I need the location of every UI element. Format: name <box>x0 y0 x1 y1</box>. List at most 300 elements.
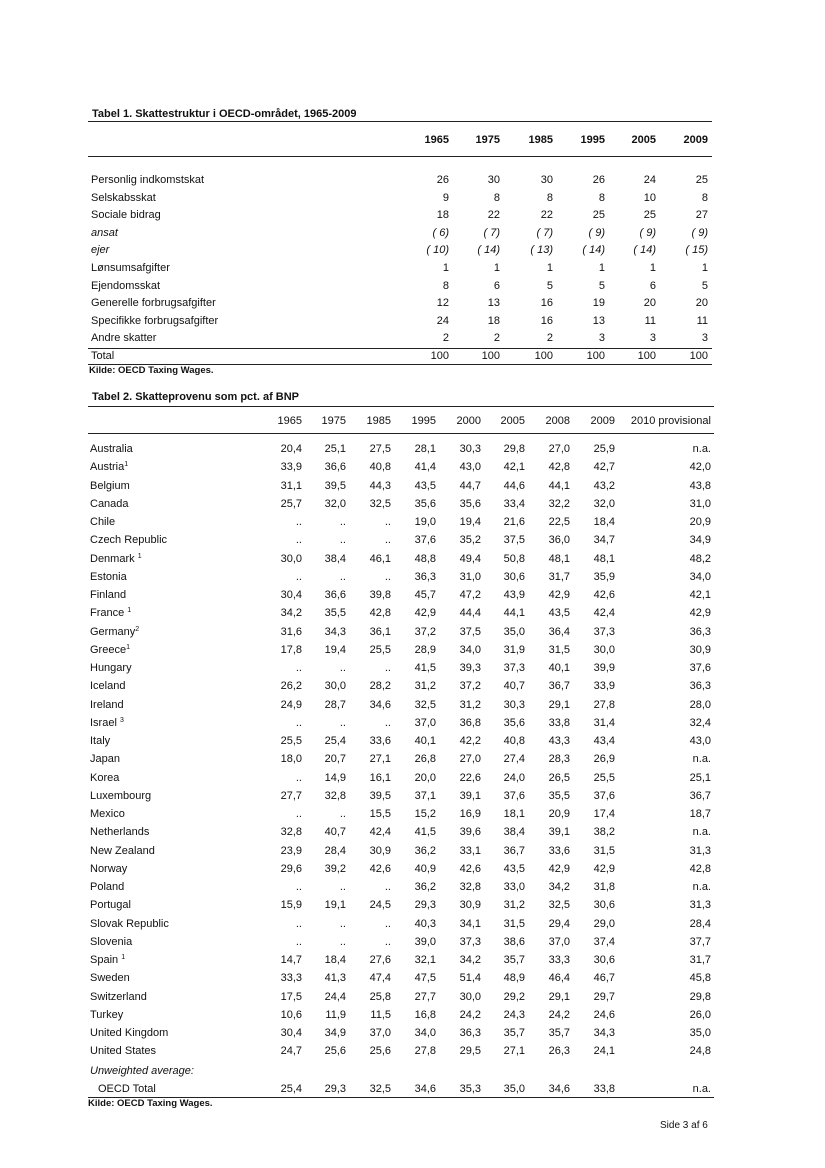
table2-cell: 37,4 <box>593 935 615 948</box>
table2-cell: 29,3 <box>414 899 436 912</box>
table2-cell: 31,4 <box>593 716 615 729</box>
table2-cell: 41,5 <box>414 826 436 839</box>
table2-country-label <box>90 753 120 765</box>
table2-country-label <box>90 680 125 692</box>
country-name: Spain <box>90 954 122 966</box>
table2-cell: 31,5 <box>548 643 570 656</box>
table2-cell: 41,5 <box>414 662 436 674</box>
table2-cell: 25,5 <box>593 771 615 784</box>
table2-cell: .. <box>384 570 391 583</box>
table1-cell: 20 <box>643 297 656 310</box>
table2-cell: 25,8 <box>369 990 391 1003</box>
table2-cell: 18,1 <box>503 808 525 820</box>
table2-cell: 40,8 <box>503 735 525 747</box>
table2-country-label <box>90 534 167 546</box>
table2-cell: 40,1 <box>414 735 436 747</box>
table1-cell: 25 <box>643 209 656 222</box>
table2-title: Tabel 2. Skatteprovenu som pct. af BNP <box>92 391 300 403</box>
table2-cell: 28,0 <box>689 698 711 711</box>
table2-cell: 27,4 <box>503 753 525 766</box>
table1-cell: 8 <box>546 191 553 204</box>
table2-country-label <box>90 498 129 510</box>
table2-year-header: 1995 <box>411 415 436 427</box>
table1-cell: 8 <box>493 191 500 204</box>
table2-country-label <box>90 607 131 619</box>
table2-cell: 39,0 <box>414 935 436 948</box>
table2-cell: 42,0 <box>689 461 711 474</box>
table2-cell: 29,6 <box>280 862 302 875</box>
table2-cell: 43,2 <box>593 479 615 492</box>
table2-cell: 36,0 <box>548 534 570 547</box>
table1-cell: 3 <box>598 332 605 345</box>
table2-cell: 40,8 <box>369 461 391 474</box>
table2-country-label <box>90 954 125 966</box>
table2-cell: 28,7 <box>324 698 346 711</box>
table2-cell: 18,7 <box>689 808 711 820</box>
table2-country-label <box>90 881 124 893</box>
table1-cell: 3 <box>701 332 708 345</box>
table2-country-label <box>90 936 132 948</box>
table2-cell: 27,5 <box>369 443 391 455</box>
table2-cell: 35,5 <box>324 607 346 620</box>
table2-cell: 15,9 <box>280 899 302 912</box>
table2-cell: .. <box>295 935 302 948</box>
table2-cell: .. <box>295 516 302 528</box>
table2-cell: 22,5 <box>548 516 570 528</box>
table2-country-label <box>90 644 130 656</box>
table2-country-label <box>90 699 124 711</box>
table2-cell: .. <box>295 534 302 547</box>
table1-cell: 22 <box>540 209 553 222</box>
table2-cell: 40,9 <box>414 862 436 875</box>
table2-cell: n.a. <box>692 753 711 766</box>
table2-cell: 30,0 <box>593 643 615 656</box>
table2-year-header: 2010 provisional <box>630 415 711 427</box>
table1-year-header: 1975 <box>475 134 500 146</box>
table2-country-label <box>90 991 147 1003</box>
table2-cell: 35,6 <box>414 497 436 510</box>
table2-cell: .. <box>295 881 302 893</box>
table2-cell: 34,2 <box>459 954 481 966</box>
table1-cell: 9 <box>442 191 449 204</box>
table2-cell: 38,6 <box>503 935 525 948</box>
table2-cell: 36,6 <box>324 589 346 601</box>
table2-cell: 33,9 <box>280 461 302 474</box>
table1-cell: 11 <box>644 314 656 327</box>
table2-cell: 31,6 <box>280 625 302 638</box>
table1-year-header: 1965 <box>424 134 449 146</box>
table2-cell: .. <box>339 935 346 948</box>
table2-cell: 42,4 <box>369 826 391 839</box>
table2-cell: 26,3 <box>548 1045 570 1058</box>
table2-cell: 36,7 <box>503 844 525 857</box>
table2-cell: .. <box>339 534 346 547</box>
table2-cell: 37,7 <box>689 935 711 948</box>
table2-cell: 24,3 <box>503 1008 525 1021</box>
table2-cell: 34,0 <box>414 1027 436 1039</box>
table2-cell: .. <box>339 516 346 528</box>
table2-cell: 28,1 <box>414 443 436 455</box>
table2-cell: 37,3 <box>459 935 481 948</box>
table2-cell: 31,5 <box>503 917 525 930</box>
table2-cell: 33,9 <box>593 680 615 693</box>
table1-cell: 19 <box>592 297 605 310</box>
table2-cell: 34,7 <box>593 534 615 547</box>
table2-cell: 32,4 <box>689 716 711 729</box>
table1-cell: 8 <box>701 191 708 204</box>
table2-cell: 39,5 <box>324 479 346 492</box>
table2-header-rule <box>88 433 714 434</box>
country-name: Sweden <box>90 972 130 985</box>
table1-cell: ( 13) <box>530 244 553 257</box>
table2-cell: .. <box>295 771 302 784</box>
country-name: Greece <box>90 643 127 656</box>
table2-cell: 33,6 <box>548 844 570 857</box>
table2-cell: 51,4 <box>459 972 481 985</box>
table2-cell: 31,5 <box>593 844 615 857</box>
table1-cell: 5 <box>701 279 708 292</box>
table1-total-rule <box>88 348 712 349</box>
table2-cell: 32,5 <box>414 698 436 711</box>
table2-country-label <box>90 571 127 583</box>
table1-cell: 8 <box>442 279 449 292</box>
table2-country-label <box>90 972 130 984</box>
table2-cell: 36,8 <box>459 716 481 729</box>
table2-cell: 10,6 <box>280 1008 302 1021</box>
table2-cell: 46,4 <box>548 972 570 985</box>
table2-total-cell: 33,8 <box>593 1083 615 1095</box>
table1-total-cell: 100 <box>637 350 656 362</box>
table2-total-cell: 35,0 <box>503 1083 525 1095</box>
country-name: Korea <box>90 771 120 784</box>
table2-cell: 26,9 <box>593 753 615 766</box>
table2-cell: 39,6 <box>459 826 481 839</box>
table1-total-cell: 100 <box>534 350 553 362</box>
table2-cell: 11,9 <box>325 1008 346 1021</box>
table2-cell: 33,3 <box>548 954 570 966</box>
table2-total-cell: 35,3 <box>459 1083 481 1095</box>
table2-cell: 50,8 <box>503 552 525 565</box>
table1-cell: ( 7) <box>536 226 553 239</box>
table2-cell: 31,0 <box>689 497 711 510</box>
country-name: Turkey <box>90 1008 124 1021</box>
table1-cell: ( 14) <box>477 244 500 257</box>
country-name: United Kingdom <box>90 1027 169 1039</box>
table1-cell: ( 10) <box>426 244 449 257</box>
country-name: Germany <box>90 625 136 638</box>
table2-cell: 25,1 <box>689 771 711 784</box>
table1-cell: 2 <box>442 332 449 345</box>
country-name: Finland <box>90 589 127 601</box>
table2-cell: 36,6 <box>324 461 346 474</box>
table1-year-header: 1995 <box>580 134 605 146</box>
table2-cell: 35,2 <box>459 534 481 547</box>
footnote-marker: 1 <box>126 643 130 651</box>
table2-cell: 42,7 <box>593 461 615 474</box>
table2-cell: 28,2 <box>369 680 391 693</box>
table1-row-label: Generelle forbrugsafgifter <box>91 297 216 310</box>
table2-cell: 42,1 <box>689 589 711 601</box>
table2-cell: .. <box>384 662 391 674</box>
table2-cell: 31,2 <box>414 680 436 693</box>
table2-country-label <box>90 553 142 565</box>
table2-cell: 31,2 <box>503 899 525 912</box>
table2-cell: 36,3 <box>689 625 711 638</box>
table1-cell: 5 <box>546 279 553 292</box>
table2-country-label <box>90 735 110 747</box>
table2-cell: 42,4 <box>593 607 615 620</box>
table2-cell: 44,4 <box>459 607 481 620</box>
table2-cell: 30,9 <box>689 643 711 656</box>
table2-cell: 39,3 <box>459 662 481 674</box>
table2-cell: 20,4 <box>280 443 302 455</box>
country-name: United States <box>90 1045 157 1058</box>
table1-header-rule <box>88 156 712 157</box>
table1-cell: 13 <box>487 297 500 310</box>
table2-cell: 33,1 <box>459 844 481 857</box>
table2-cell: 40,3 <box>414 917 436 930</box>
table2-cell: 34,0 <box>689 570 711 583</box>
table2-cell: 27,7 <box>414 990 436 1003</box>
table2-cell: 37,0 <box>369 1027 391 1039</box>
table2-cell: 27,1 <box>503 1045 525 1058</box>
table2-cell: 35,6 <box>459 497 481 510</box>
table2-cell: 42,1 <box>503 461 525 474</box>
table2-cell: 37,3 <box>593 625 615 638</box>
table2-cell: 20,9 <box>689 516 711 528</box>
table2-source: Kilde: OECD Taxing Wages. <box>88 1098 213 1109</box>
country-name: Switzerland <box>90 990 147 1003</box>
table2-country-label <box>90 480 130 492</box>
table2-total-cell: 34,6 <box>414 1083 436 1095</box>
table2-cell: 29,1 <box>548 990 570 1003</box>
table1-row-label: ansat <box>91 226 118 239</box>
table2-cell: 39,2 <box>324 862 346 875</box>
table2-cell: 44,6 <box>503 479 525 492</box>
country-name: Italy <box>90 735 111 747</box>
table1-total-cell: 100 <box>689 350 708 362</box>
table1-cell: 20 <box>695 297 708 310</box>
table1-cell: 6 <box>493 279 500 292</box>
table2-cell: 33,8 <box>548 716 570 729</box>
table2-cell: 19,0 <box>414 516 436 528</box>
table2-cell: 16,1 <box>369 771 391 784</box>
table2-cell: .. <box>339 716 346 729</box>
table1-cell: ( 9) <box>588 226 605 239</box>
table2-cell: .. <box>384 716 391 729</box>
table2-cell: 48,8 <box>414 552 436 565</box>
country-name: Austria <box>90 461 125 474</box>
table2-cell: 32,8 <box>459 881 481 893</box>
country-name: Slovenia <box>90 935 133 948</box>
table1-cell: 12 <box>436 297 449 310</box>
table1-cell: 1 <box>493 262 500 274</box>
table2-country-label <box>90 790 151 802</box>
table2-cell: 24,5 <box>369 899 391 912</box>
table2-cell: 33,4 <box>503 497 525 510</box>
table1-cell: ( 6) <box>432 226 449 239</box>
table2-country-label <box>90 1045 156 1057</box>
table2-year-header: 2000 <box>456 415 481 427</box>
table2-cell: 15,5 <box>369 808 391 820</box>
table2-cell: 24,1 <box>593 1045 615 1058</box>
table2-cell: 27,6 <box>369 954 391 966</box>
table2-cell: 37,5 <box>459 625 481 638</box>
table2-cell: .. <box>295 917 302 930</box>
table2-cell: 27,8 <box>414 1045 436 1058</box>
table2-cell: 36,2 <box>414 844 436 857</box>
table1-row-label: Personlig indkomstskat <box>91 174 205 186</box>
table1-cell: 24 <box>436 314 449 327</box>
table2-cell: .. <box>384 917 391 930</box>
table2-country-label <box>90 589 126 601</box>
table2-cell: 49,4 <box>459 552 481 565</box>
table2-cell: 25,6 <box>324 1045 346 1058</box>
table2-cell: .. <box>384 881 391 893</box>
table2-cell: 30,3 <box>503 698 525 711</box>
table1-total-cell: 100 <box>481 350 500 362</box>
table1-cell: ( 9) <box>691 226 708 239</box>
table2-cell: 40,1 <box>548 662 570 674</box>
table1-cell: ( 7) <box>483 226 500 239</box>
table2-cell: 29,2 <box>503 990 525 1003</box>
table2-cell: 39,8 <box>369 589 391 601</box>
table2-cell: 25,6 <box>369 1045 391 1058</box>
table2-cell: 37,3 <box>503 662 525 674</box>
table2-country-label <box>90 461 128 473</box>
country-name: France <box>90 607 128 620</box>
table2-cell: 44,3 <box>369 479 391 492</box>
table2-cell: 42,6 <box>593 589 615 601</box>
table1-cell: 1 <box>546 262 553 274</box>
page-number: Side 3 af 6 <box>660 1120 708 1131</box>
table2-cell: 35,7 <box>503 1027 525 1039</box>
table2-cell: 25,5 <box>280 735 302 747</box>
table2-cell: 42,9 <box>548 862 570 875</box>
table2-cell: 25,1 <box>324 443 346 455</box>
table2-cell: 20,0 <box>414 771 436 784</box>
table2-cell: 24,2 <box>548 1008 570 1021</box>
table2-cell: 26,5 <box>548 771 570 784</box>
table2-cell: 36,1 <box>369 625 391 638</box>
table2-cell: 43,9 <box>503 589 525 601</box>
table2-cell: 32,5 <box>548 899 570 912</box>
table2-cell: 39,1 <box>459 789 481 802</box>
table2-cell: 30,0 <box>459 990 481 1003</box>
country-name: Japan <box>90 753 120 766</box>
table2-country-label <box>90 772 119 784</box>
table2-country-label <box>90 443 133 455</box>
table1-row-label: ejer <box>91 244 110 257</box>
country-name: Poland <box>90 881 125 893</box>
table2-cell: 34,9 <box>324 1027 346 1039</box>
table2-cell: 27,1 <box>369 753 391 766</box>
table1-cell: 22 <box>487 209 500 222</box>
table1-cell: 30 <box>487 174 500 186</box>
table2-cell: 30,4 <box>280 1027 302 1039</box>
table2-total-cell: n.a. <box>692 1083 711 1095</box>
table2-cell: 20,9 <box>548 808 570 820</box>
table2-country-label <box>90 717 124 729</box>
table2-cell: 20,7 <box>324 753 346 766</box>
table2-cell: 44,1 <box>503 607 525 620</box>
table2-country-label <box>90 1009 123 1021</box>
country-name: Luxembourg <box>90 789 152 802</box>
table2-cell: 36,3 <box>414 570 436 583</box>
table2-cell: 14,9 <box>324 771 346 784</box>
table2-cell: .. <box>339 917 346 930</box>
table2-cell: 48,1 <box>548 552 570 565</box>
table2-cell: 32,2 <box>548 497 570 510</box>
table2-cell: 33,6 <box>369 735 391 747</box>
table2-cell: .. <box>339 808 346 820</box>
table2-cell: 42,2 <box>459 735 481 747</box>
table2-total-cell: 29,3 <box>324 1083 346 1095</box>
country-name: Slovak Republic <box>90 917 169 930</box>
table2-cell: 44,7 <box>459 479 481 492</box>
table2-cell: 24,8 <box>689 1045 711 1058</box>
table2-cell: 35,9 <box>593 570 615 583</box>
table2-cell: 35,7 <box>503 954 525 966</box>
table2-cell: 16,8 <box>414 1008 436 1021</box>
table2-cell: 36,7 <box>689 789 711 802</box>
table2-cell: 17,4 <box>593 808 615 820</box>
table2-cell: 32,8 <box>324 789 346 802</box>
table2-cell: 11,5 <box>370 1008 391 1021</box>
table1-cell: 16 <box>540 314 553 327</box>
country-name: Iceland <box>90 680 126 693</box>
table1-row-label: Specifikke forbrugsafgifter <box>91 314 219 327</box>
table2-cell: 44,1 <box>548 479 570 492</box>
table2-cell: 42,9 <box>548 589 570 601</box>
table2-cell: 17,8 <box>280 643 302 656</box>
table2-cell: 24,9 <box>280 698 302 711</box>
table1-total-label: Total <box>91 350 115 362</box>
table2-cell: 42,6 <box>369 862 391 875</box>
table2-cell: 30,6 <box>593 954 615 966</box>
country-name: Hungary <box>90 662 132 674</box>
table2-cell: 19,4 <box>459 516 481 528</box>
table2-cell: 39,1 <box>548 826 570 839</box>
country-name: Norway <box>90 862 128 875</box>
table1-title: Tabel 1. Skattestruktur i OECD-området, 1965-2009 <box>92 108 357 120</box>
table2-country-label <box>90 662 132 674</box>
table1-cell: 27 <box>695 209 708 222</box>
table2-cell: 43,0 <box>459 461 481 474</box>
table2-cell: 34,9 <box>689 534 711 547</box>
table2-cell: 27,0 <box>548 443 570 455</box>
table2-country-label <box>90 808 125 820</box>
table2-cell: 32,0 <box>593 497 615 510</box>
table2-cell: 38,4 <box>324 552 346 565</box>
table2-total-label: OECD Total <box>98 1083 156 1095</box>
table2-cell: 34,2 <box>548 881 570 893</box>
table2-cell: 43,5 <box>414 479 436 492</box>
table1-total-cell: 100 <box>430 350 449 362</box>
table1-cell: 30 <box>540 174 553 186</box>
footnote-marker: 1 <box>121 954 126 961</box>
table2-cell: 30,6 <box>503 570 525 583</box>
footnote-marker: 3 <box>119 716 124 724</box>
table1-cell: 8 <box>598 191 605 204</box>
table2-cell: 41,3 <box>324 972 346 985</box>
footnote-marker: 1 <box>137 552 142 560</box>
table2-cell: .. <box>295 716 302 729</box>
table2-cell: 30,4 <box>280 589 302 601</box>
table2-cell: 16,9 <box>459 808 481 820</box>
table2-cell: 34,3 <box>593 1027 615 1039</box>
table2-cell: 32,1 <box>414 954 436 966</box>
